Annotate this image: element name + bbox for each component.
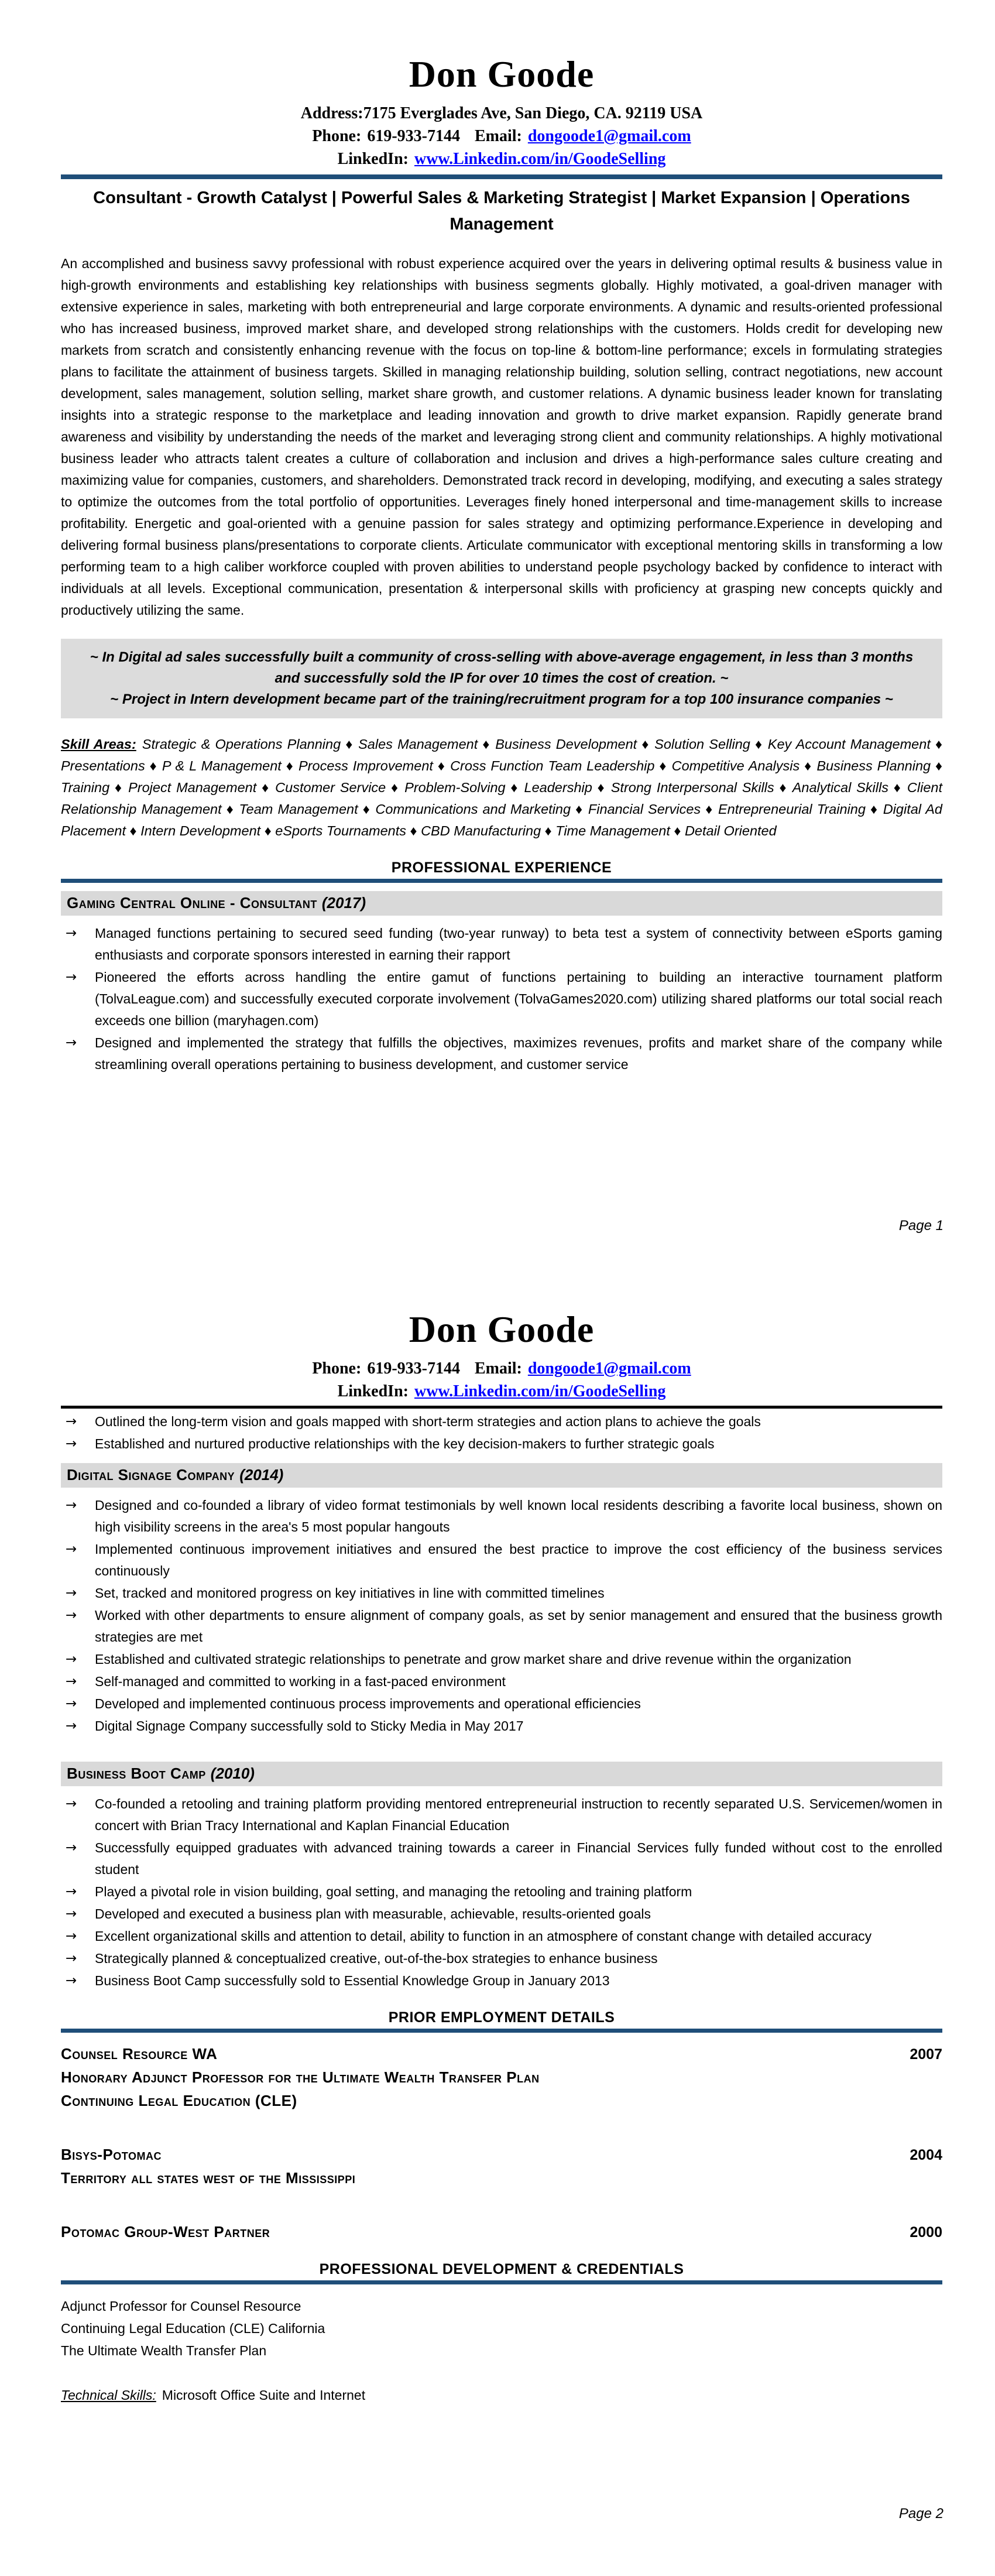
bullet-item (61, 1605, 942, 1648)
technical-skills-label: Technical Skills: (61, 2387, 156, 2403)
page-2-footer: Page 2 (898, 2506, 943, 2522)
arrow-bullet-icon: → (66, 969, 77, 985)
contact-block-page2 (61, 1359, 942, 1401)
arrow-bullet-icon: → (66, 1674, 77, 1689)
section-divider (61, 2029, 942, 2033)
job-year: (2010) (210, 1765, 255, 1782)
bullet-text: Co-founded a retooling and training platform providing mentored entrepreneurial instruction to recently separated U.S. Servicemen/women in concert with Brian Tracy International and Kaplan Financial Education (95, 1796, 942, 1833)
business-boot-camp-bullet-list (61, 1793, 942, 1992)
bullet-text: Developed and executed a business plan with measurable, achievable, results-oriented goals (95, 1906, 651, 1921)
gaming-continued-bullet-list (61, 1411, 942, 1455)
headline: Consultant - Growth Catalyst | Powerful Sales & Marketing Strategist | Market Expansion | Operations Management (93, 189, 910, 234)
credential-line: Continuing Legal Education (CLE) California (61, 2321, 325, 2336)
arrow-bullet-icon: → (66, 1951, 77, 1966)
arrow-bullet-icon: → (66, 1414, 77, 1429)
phone-label: Phone: (312, 127, 362, 145)
employment-entry-potomac-group (61, 2220, 942, 2243)
highlight-1: ~ In Digital ad sales successfully built a community of cross-selling with above-average engagement, in less than 3 months and successfully sold the IP for over 10 times the cost of creation. ~ (90, 649, 914, 686)
arrow-bullet-icon: → (66, 1652, 77, 1667)
bullet-item (61, 1793, 942, 1837)
highlights-callout (61, 639, 942, 718)
employment-detail: Territory all states west of the Mississippi (61, 2169, 356, 2187)
bullet-text: Managed functions pertaining to secured seed funding (two-year runway) to beta test a system of connectivity between eSports gaming enthusiasts and corporate sponsors interested in earning their rapport (95, 925, 942, 962)
phone-value: 619-933-7144 (367, 1359, 460, 1378)
section-professional-development: PROFESSIONAL DEVELOPMENT & CREDENTIALS (319, 2261, 684, 2277)
linkedin-label: LinkedIn: (337, 1382, 409, 1400)
skill-areas-list: Strategic & Operations Planning ♦ Sales Management ♦ Business Development ♦ Solution Selling ♦ Key Account Management ♦ Presentations ♦ P & L Management ♦ Process Improvement ♦ Cross Function Team Leadership ♦ Competitive Analysis ♦ Business Planning ♦ Training ♦ Project Management ♦ Customer Service ♦ Problem-Solving ♦ Leadership ♦ Strong Interpersonal Skills ♦ Analytical Skills ♦ Client Relationship Management ♦ Team Management ♦ Communications and Marketing ♦ Financial Services ♦ Entrepreneurial Training ♦ Digital Ad Placement ♦ Intern Development ♦ eSports Tournaments ♦ CBD Manufacturing ♦ Time Management ♦ Detail Oriented (61, 736, 943, 838)
bullet-text: Pioneered the efforts across handling the entire gamut of functions pertaining to building an interactive tournament platform (TolvaLeague.com) and successfully executed corporate involvement (TolvaGames2020.com) utilizing shared platforms our total social reach exceeds one billion (maryhagen.com) (95, 969, 942, 1028)
skill-areas (61, 734, 942, 842)
section-divider (61, 2280, 942, 2284)
address-line (61, 104, 942, 123)
linkedin-link[interactable]: www.Linkedin.com/in/GoodeSelling (414, 150, 666, 168)
credential-line: The Ultimate Wealth Transfer Plan (61, 2343, 267, 2358)
bullet-text: Worked with other departments to ensure alignment of company goals, as set by senior management and ensured that the business growth strategies are met (95, 1608, 942, 1645)
employment-company: Potomac Group-West Partner (61, 2223, 270, 2241)
phone-email-line-page2 (61, 1359, 942, 1378)
bullet-text: Digital Signage Company successfully sold to Sticky Media in May 2017 (95, 1718, 524, 1734)
arrow-bullet-icon: → (66, 1696, 77, 1711)
bullet-text: Established and nurtured productive relationships with the key decision-makers to further strategic goals (95, 1436, 715, 1451)
address-value: 7175 Everglades Ave, San Diego, CA. 92119 USA (363, 104, 703, 122)
resume-name: Don Goode (409, 53, 595, 95)
bullet-item (61, 1411, 942, 1433)
resume-name-page2: Don Goode (409, 1308, 595, 1350)
employment-row (61, 2143, 942, 2166)
job-company: Gaming Central Online - Consultant (67, 893, 317, 912)
arrow-bullet-icon: → (66, 1973, 77, 1988)
bullet-text: Outlined the long-term vision and goals mapped with short-term strategies and action plans to achieve the goals (95, 1414, 761, 1429)
arrow-bullet-icon: → (66, 1884, 77, 1899)
bullet-text: Self-managed and committed to working in a fast-paced environment (95, 1674, 506, 1689)
bullet-item (61, 1903, 942, 1925)
employment-detail: Continuing Legal Education (CLE) (61, 2092, 297, 2109)
linkedin-line (61, 150, 942, 169)
arrow-bullet-icon: → (66, 1585, 77, 1601)
bullet-text: Established and cultivated strategic relationships to penetrate and grow market share and drive revenue within the organization (95, 1652, 852, 1667)
technical-skills-value: Microsoft Office Suite and Internet (162, 2387, 366, 2403)
arrow-bullet-icon: → (66, 925, 77, 941)
bullet-text: Designed and implemented the strategy that fulfills the objectives, maximizes revenues, profits and market share of the company while streamlining overall operations pertaining to business development, and customer service (95, 1034, 942, 1072)
bullet-text: Set, tracked and monitored progress on key initiatives in line with committed timelines (95, 1585, 605, 1601)
bullet-item (61, 1433, 942, 1455)
bullet-item (61, 1948, 942, 1969)
bullet-item (61, 1495, 942, 1538)
arrow-bullet-icon: → (66, 1608, 77, 1623)
skill-areas-label: Skill Areas: (61, 736, 136, 752)
bullet-text: Business Boot Camp successfully sold to Essential Knowledge Group in January 2013 (95, 1973, 610, 1988)
arrow-bullet-icon: → (66, 1034, 77, 1050)
summary-paragraph: An accomplished and business savvy professional with robust experience acquired over the years in delivering optimal results & business value in high-growth environments and establishing key relationships with business segments globally. Highly motivated, a goal-driven manager with extensive experience in sales, marketing with both entrepreneurial and large corporate environments. A dynamic and results-oriented professional who has increased business, improved market share, and developed strong relationships with the customers. Holds credit for developing new markets from scratch and consistently enhancing revenue with the focus on top-line & bottom-line performance; excels in formulating strategies plans to facilitate the attainment of business targets. Skilled in managing relationship building, solution selling, contract negotiations, new account development, sales management, solution selling, market share growth, and customer relations. A dynamic business leader known for translating insights into a strategic response to the marketplace and leading innovation and growth to drive market expansion. Rapidly generate brand awareness and visibility by understanding the needs of the market and leveraging strong client and community relationships. A highly motivational business leader who attracts talent creates a culture of collaboration and inclusion and drives a high-performance sales culture creating and maximizing value for companies, customers, and shareholders. Demonstrated track record in developing, modifying, and executing a sales strategy to optimize the outcomes from the total portfolio of opportunities. Leverages finely honed interpersonal and time-management skills to increase profitability. Energetic and goal-oriented with a genuine passion for sales strategy and optimizing performance.Experience in developing and delivering formal business plans/presentations to corporate clients. Articulate communicator with exceptional mentoring skills in transforming a low performing team to a high caliber workforce coupled with proven abilities to understand people psychology backed by confidence to interact with individuals at all levels. Exceptional communication, presentation & interpersonal skills with proficiency at grasping new concepts quickly and productively utilizing the same. (61, 255, 942, 618)
bullet-text: Excellent organizational skills and attention to detail, ability to function in an atmosphere of constant change with detailed accuracy (95, 1928, 872, 1944)
job-year: (2017) (321, 893, 366, 912)
employment-year: 2004 (910, 2147, 942, 2163)
email-link[interactable]: dongoode1@gmail.com (527, 1359, 691, 1378)
employment-year: 2007 (910, 2046, 942, 2063)
page2-header-divider (61, 1406, 942, 1409)
bullet-item (61, 1970, 942, 1992)
phone-value: 619-933-7144 (367, 127, 460, 145)
job-heading-digital-signage (61, 1463, 942, 1488)
credential-line: Adjunct Professor for Counsel Resource (61, 2298, 301, 2314)
bullet-item (61, 1881, 942, 1903)
gaming-bullet-list (61, 923, 942, 1075)
arrow-bullet-icon: → (66, 1906, 77, 1921)
job-company: Business Boot Camp (67, 1765, 206, 1782)
address-label: Address: (300, 104, 363, 122)
bullet-item (61, 1539, 942, 1582)
bullet-item (61, 1582, 942, 1604)
arrow-bullet-icon: → (66, 1498, 77, 1513)
bullet-item (61, 1693, 942, 1715)
job-year: (2014) (239, 1466, 284, 1484)
bullet-text: Successfully equipped graduates with advanced training towards a career in Financial Services fully funded without cost to the enrolled student (95, 1840, 942, 1877)
bullet-item (61, 1032, 942, 1075)
arrow-bullet-icon: → (66, 1840, 77, 1855)
email-label: Email: (474, 127, 522, 145)
section-prior-employment: PRIOR EMPLOYMENT DETAILS (388, 2009, 615, 2026)
page-1-footer: Page 1 (898, 1218, 943, 1234)
bullet-item (61, 1926, 942, 1947)
bullet-text: Designed and co-founded a library of video format testimonials by well known local residents describing a favorite local business, shown on high visibility screens in the area's 5 most popular hangouts (95, 1498, 942, 1534)
bullet-item (61, 1837, 942, 1880)
bullet-text: Strategically planned & conceptualized creative, out-of-the-box strategies to enhance business (95, 1951, 658, 1966)
employment-detail: Honorary Adjunct Professor for the Ultimate Wealth Transfer Plan (61, 2068, 540, 2086)
resume-page-2 (0, 1288, 995, 2576)
phone-label: Phone: (312, 1359, 362, 1378)
digital-signage-bullet-list (61, 1495, 942, 1737)
employment-company: Bisys-Potomac (61, 2146, 162, 2163)
job-company: Digital Signage Company (67, 1466, 235, 1484)
linkedin-link[interactable]: www.Linkedin.com/in/GoodeSelling (414, 1382, 666, 1400)
employment-entry-bisys-potomac (61, 2143, 942, 2190)
bullet-item (61, 923, 942, 966)
contact-block (61, 104, 942, 169)
employment-row (61, 2220, 942, 2243)
bullet-item (61, 1671, 942, 1693)
bullet-item (61, 967, 942, 1032)
bullet-text: Developed and implemented continuous process improvements and operational efficiencies (95, 1696, 641, 1711)
job-heading-gaming-central (61, 891, 942, 916)
arrow-bullet-icon: → (66, 1436, 77, 1451)
employment-row (61, 2042, 942, 2065)
bullet-text: Played a pivotal role in vision building, goal setting, and managing the retooling and training platform (95, 1884, 692, 1899)
phone-email-line (61, 127, 942, 146)
arrow-bullet-icon: → (66, 1718, 77, 1734)
job-heading-business-boot-camp (61, 1762, 942, 1786)
employment-company: Counsel Resource WA (61, 2045, 218, 2063)
arrow-bullet-icon: → (66, 1796, 77, 1811)
bullet-item (61, 1649, 942, 1670)
section-divider (61, 879, 942, 883)
section-professional-experience: PROFESSIONAL EXPERIENCE (391, 859, 612, 876)
linkedin-line-page2 (61, 1382, 942, 1401)
credentials-block (61, 2295, 942, 2362)
email-link[interactable]: dongoode1@gmail.com (527, 127, 691, 145)
bullet-item (61, 1715, 942, 1737)
highlight-2: ~ Project in Intern development became part of the training/recruitment program for a top 100 insurance companies ~ (110, 691, 893, 707)
arrow-bullet-icon: → (66, 1928, 77, 1944)
email-label: Email: (474, 1359, 522, 1378)
employment-year: 2000 (910, 2224, 942, 2241)
technical-skills (61, 2387, 942, 2403)
bullet-text: Implemented continuous improvement initiatives and ensured the best practice to improve the cost efficiency of the business services continuously (95, 1542, 942, 1578)
arrow-bullet-icon: → (66, 1542, 77, 1557)
header-divider (61, 174, 942, 179)
employment-entry-counsel-resource (61, 2042, 942, 2112)
linkedin-label: LinkedIn: (337, 150, 409, 168)
